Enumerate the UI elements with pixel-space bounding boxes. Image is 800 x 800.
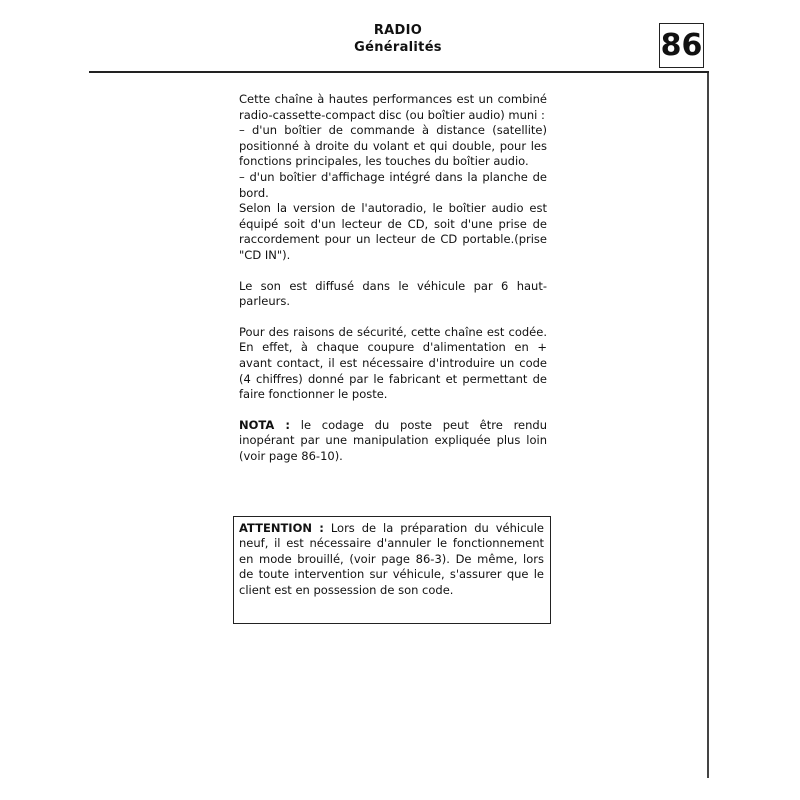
remote-control-line: – d'un boîtier de commande à distance (satellite) positionné à droite du volant et qui double, pour les fonctions principales, les touches du boîtier audio. [239,123,547,169]
right-margin-rule [707,73,709,778]
header-rule [89,71,709,73]
page-header [300,22,496,56]
nota-text: le codage du poste peut être rendu inopérant par une manipulation expliquée plus loin (voir page 86-10). [239,417,547,463]
attention-paragraph [239,521,544,598]
attention-box [233,516,551,624]
nota-paragraph [239,418,547,465]
page-number-box: 86 [659,23,704,68]
nota-label: NOTA : [239,417,290,432]
intro-line: Cette chaîne à hautes performances est un combiné radio-cassette-compact disc (ou boîtier audio) muni : [239,92,547,122]
section-title: RADIO [373,23,423,38]
security-code-paragraph: Pour des raisons de sécurité, cette chaîne est codée. En effet, à chaque coupure d'alimentation en + avant contact, il est nécessaire d'introduire un code (4 chiffres) donné par le fabricant et permettant de faire fonctionner le poste. [239,324,547,402]
cd-version-line: Selon la version de l'autoradio, le boîtier audio est équipé soit d'un lecteur de CD, soit d'une prise de raccordement pour un lecteur de CD portable.(prise "CD IN"). [239,201,547,262]
display-unit-line: – d'un boîtier d'affichage intégré dans la planche de bord. [239,169,547,200]
attention-label: ATTENTION : [239,521,324,535]
section-subtitle: Généralités [354,40,442,55]
main-text [239,92,547,464]
attention-text: Lors de la préparation du véhicule neuf, il est nécessaire d'annuler le fonctionnement en mode brouillé, (voir page 86-3). De même, lors de toute intervention sur véhicule, s'assurer que le client est en possession de son code. [239,521,544,597]
speakers-paragraph: Le son est diffusé dans le véhicule par 6 haut-parleurs. [239,278,547,309]
